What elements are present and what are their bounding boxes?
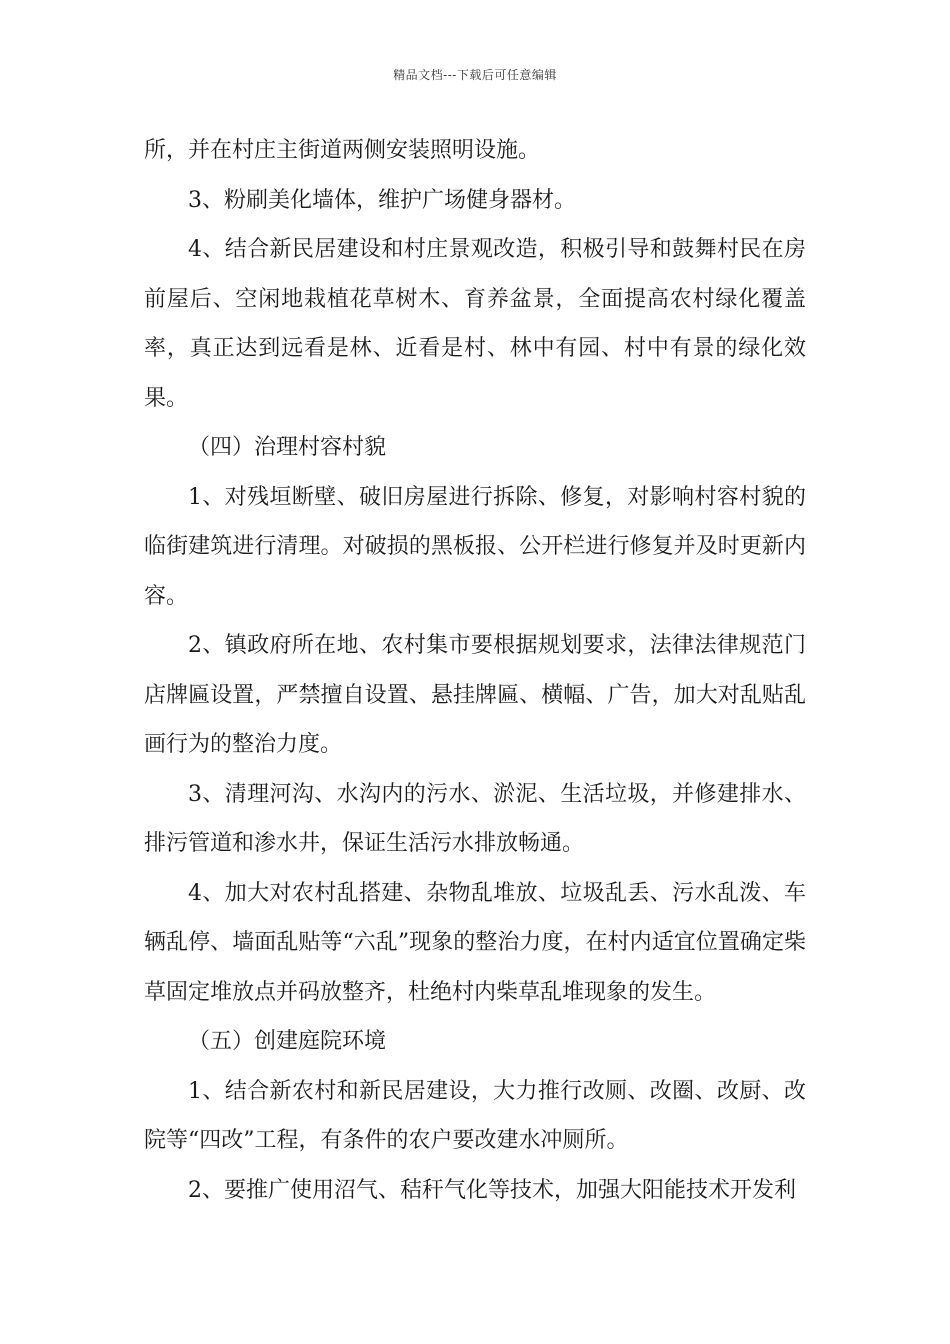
section-heading: （五）创建庭院环境 <box>188 1029 387 1054</box>
section-heading: （四）治理村容村貌 <box>188 435 387 460</box>
page-header: 精品文档---下载后可任意编辑 <box>393 68 557 82</box>
document-body <box>144 126 806 1215</box>
paragraph: 2、要推广使用沼气、秸秆气化等技术，加强大阳能技术开发利 <box>188 1177 796 1203</box>
paragraph: 1、结合新农村和新民居建设，大力推行改厕、改圈、改厨、改院等“四改”工程，有条件的农户要改建水冲厕所。 <box>144 1078 806 1153</box>
paragraph: 1、对残垣断壁、破旧房屋进行拆除、修复，对影响村容村貌的临街建筑进行清理。对破损的黑板报、公开栏进行修复并及时更新内容。 <box>144 484 806 609</box>
paragraph: 3、粉刷美化墙体，维护广场健身器材。 <box>188 187 576 213</box>
paragraph: 4、结合新民居建设和村庄景观改造，积极引导和鼓舞村民在房前屋后、空闲地栽植花草树木、育养盆景，全面提高农村绿化覆盖率，真正达到远看是林、近看是村、林中有园、村中有景的绿化效果。 <box>144 237 806 411</box>
paragraph: 所，并在村庄主街道两侧安装照明设施。 <box>144 138 541 163</box>
paragraph: 4、加大对农村乱搭建、杂物乱堆放、垃圾乱丢、污水乱泼、车辆乱停、墙面乱贴等“六乱”现象的整治力度，在村内适宜位置确定柴草固定堆放点并码放整齐，杜绝村内柴草乱堆现象的发生。 <box>144 880 806 1005</box>
paragraph: 3、清理河沟、水沟内的污水、淤泥、生活垃圾，并修建排水、排污管道和渗水井，保证生活污水排放畅通。 <box>144 781 806 856</box>
paragraph: 2、镇政府所在地、农村集市要根据规划要求，法律法律规范门店牌匾设置，严禁擅自设置、悬挂牌匾、横幅、广告，加大对乱贴乱画行为的整治力度。 <box>144 633 806 757</box>
